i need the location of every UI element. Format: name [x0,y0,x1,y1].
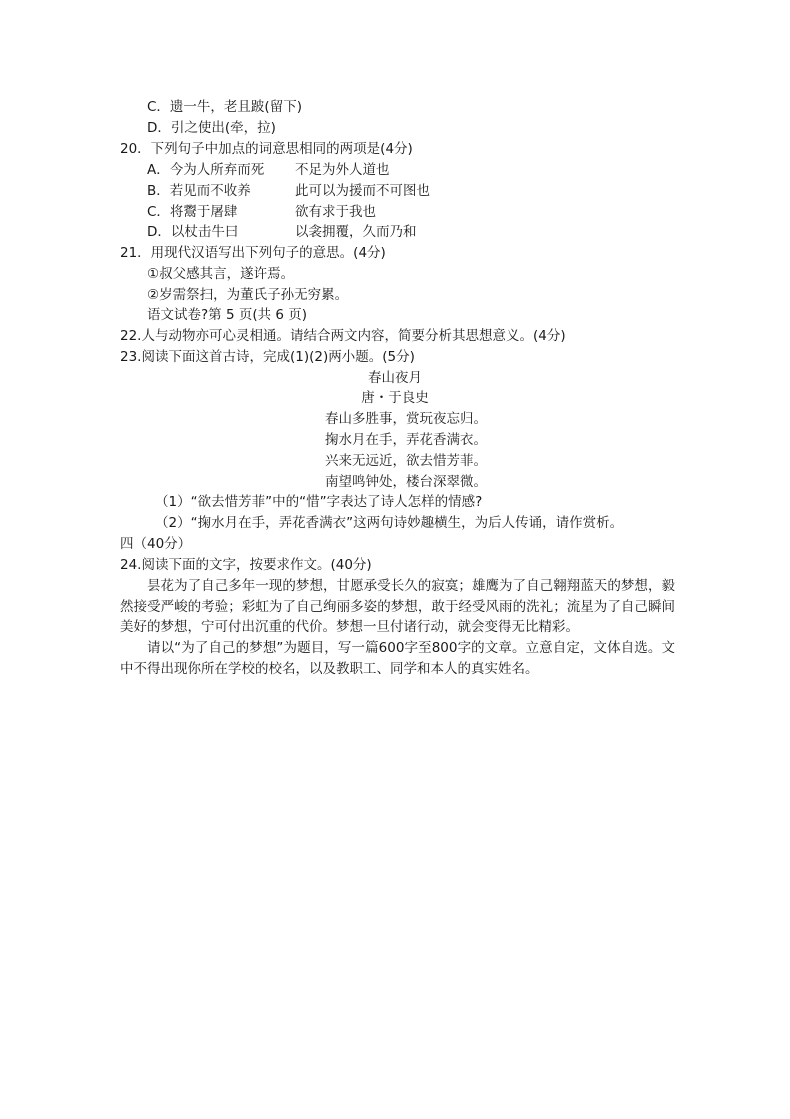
q20-option-a-left: A．今为人所弃而死 [147,162,265,178]
q20-option-d-right: 以衾拥覆，久而乃和 [295,224,417,240]
q20-option-c-left: C．将鬻于屠肆 [147,204,238,220]
q20-stem: 20．下列句子中加点的词意思相同的两项是(4分) [120,141,413,157]
page-footer: 语文试卷?第 5 页(共 6 页) [147,307,308,323]
essay-prompt-paragraph: 昙花为了自己多年一现的梦想，甘愿承受长久的寂寞；雄鹰为了自己翱翔蓝天的梦想，毅然接受严峻的考验；彩虹为了自己绚丽多姿的梦想，敢于经受风雨的洗礼；流星为了自己瞬间美好的梦想，宁可付出沉重的代价。梦想一旦付诸行动，就会变得无比精彩。 [120,578,675,635]
poem-line-1: 春山多胜事，赏玩夜忘归。 [325,411,487,427]
poem-title: 春山夜月 [368,370,422,386]
q20-option-b-left: B．若见而不收养 [147,183,251,199]
poem-line-4: 南望鸣钟处，楼台深翠微。 [325,474,487,490]
poem-line-3: 兴来无远近，欲去惜芳菲。 [325,453,487,469]
q23-stem: 23.阅读下面这首古诗，完成(1)(2)两小题。(5分) [120,349,415,365]
q19-option-d: D．引之使出(牵，拉) [147,120,276,136]
q21-stem: 21．用现代汉语写出下列句子的意思。(4分) [120,245,386,261]
poem-line-2: 掬水月在手，弄花香满衣。 [325,432,487,448]
poem-author: 唐・于良史 [361,390,429,406]
essay-requirements-paragraph: 请以“为了自己的梦想”为题目，写一篇600字至800字的文章。立意自定，文体自选。文中不得出现你所在学校的校名，以及教职工、同学和本人的真实姓名。 [120,640,675,677]
q19-option-c: C．遗一牛，老且跛(留下) [147,99,302,115]
q21-item-2: ②岁需祭扫，为董氏子孙无穷累。 [147,287,349,303]
q24-stem: 24.阅读下面的文字，按要求作文。(40分) [120,557,372,573]
q22-stem: 22.人与动物亦可心灵相通。请结合两文内容，简要分析其思想意义。(4分) [120,328,566,344]
q20-option-b-right: 此可以为援而不可图也 [295,183,430,199]
q20-option-c-right: 欲有求于我也 [295,204,376,220]
q20-option-d-left: D．以杖击牛曰 [147,224,239,240]
section-heading: 四（40分） [120,536,192,552]
q20-option-a-right: 不足为外人道也 [295,162,390,178]
q23-sub-question-1: （1）“欲去惜芳菲”中的“惜”字表达了诗人怎样的情感? [155,494,483,510]
q21-item-1: ①叔父感其言，遂许焉。 [147,266,295,282]
q23-sub-question-2: （2）“掬水月在手，弄花香满衣”这两句诗妙趣横生，为后人传诵，请作赏析。 [155,515,624,531]
